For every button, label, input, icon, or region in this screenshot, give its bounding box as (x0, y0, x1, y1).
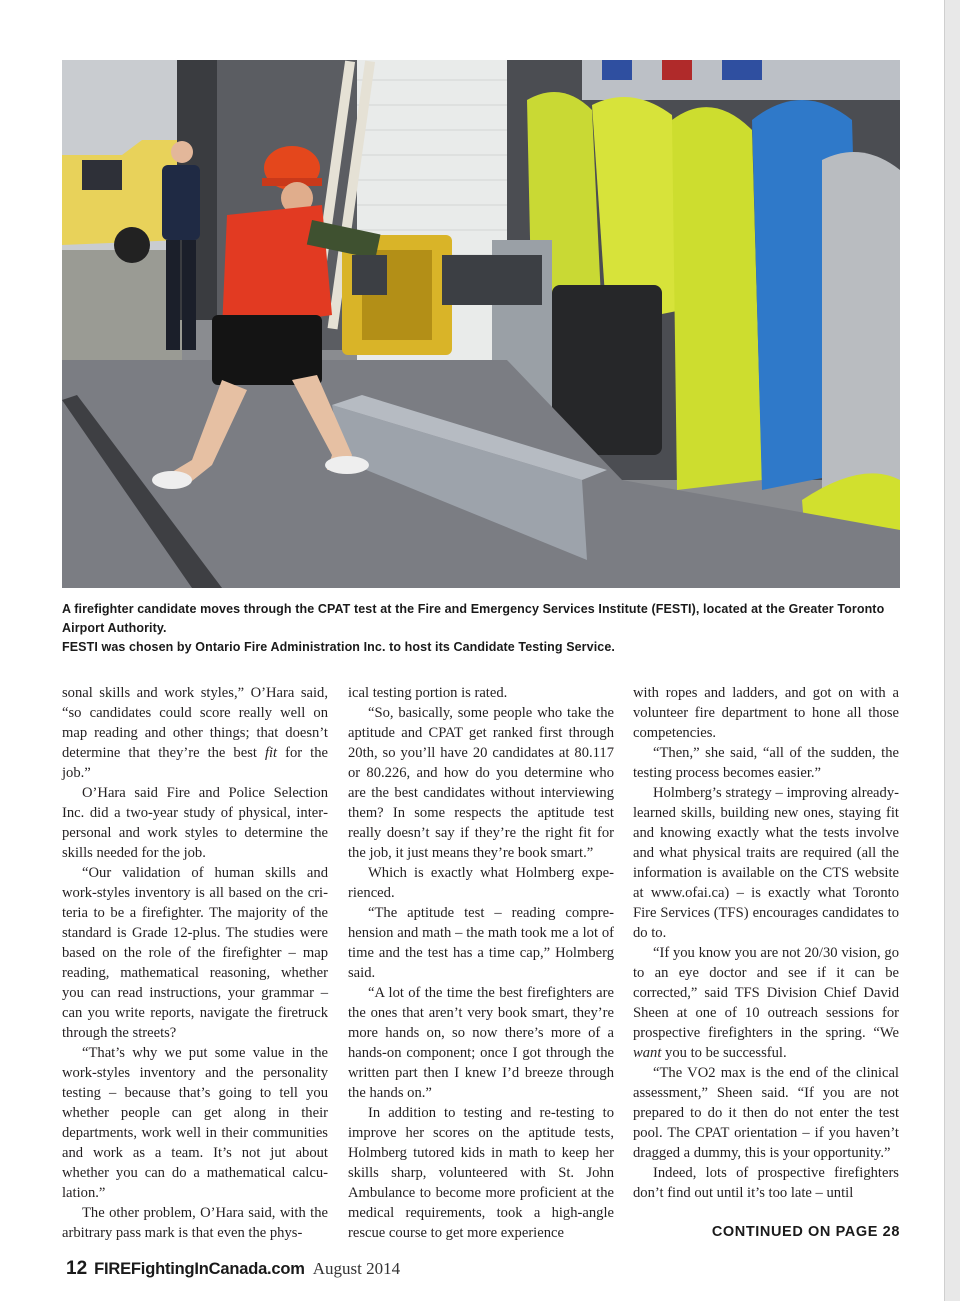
caption-line-2: FESTI was chosen by Ontario Fire Administration Inc. to host its Candidate Testing Service. (62, 640, 615, 654)
paragraph (633, 943, 899, 1063)
article-column-3 (633, 683, 899, 1203)
issue-date: August 2014 (312, 1259, 401, 1278)
firefighter-photo (62, 60, 900, 588)
paragraph: The other problem, O’Hara said, with the arbitrary pass mark is that even the phys- (62, 1205, 328, 1241)
page-footer (66, 1258, 400, 1284)
text-run: “If you know you are not 20/30 vision, go to an eye doctor and see if it can be corrected,” said TFS Division Chief David Sheen at one of 10 outreach sessions for prospective firefighters in the spring. “We (633, 945, 899, 1041)
paragraph: Indeed, lots of prospective firefighters don’t find out until it’s too late – until (633, 1165, 899, 1201)
paragraph: “The aptitude test – reading comprehension and math – the math took me a lot of time and the test has a time cap,” Holmberg said. (348, 905, 614, 981)
emphasis: fit (264, 745, 278, 761)
paragraph: ical testing portion is rated. (348, 685, 508, 701)
publication-site: FIREFightingInCanada.com (94, 1260, 305, 1278)
paragraph: “The VO2 max is the end of the clinical assessment,” Sheen said. “If you are not prepared to do it then do not enter the test pool. The CPAT orientation – if you haven’t dragged a dummy, this is your opportunity.” (633, 1065, 899, 1161)
article-column-1 (62, 683, 328, 1243)
emphasis: want (633, 1045, 662, 1061)
paragraph: “A lot of the time the best firefighters are the ones that aren’t very book smart, they’re more hands on, so now there’s more of a hands-on component; once I got through the written part then I knew I’d breeze through the hands on.” (348, 985, 614, 1101)
paragraph: “Then,” she said, “all of the sudden, the testing process becomes easier.” (633, 745, 899, 781)
continued-on-page-link[interactable]: CONTINUED ON PAGE 28 (711, 1224, 900, 1240)
paragraph: Which is exactly what Holmberg experienced. (348, 865, 614, 901)
page-number: 12 (66, 1258, 88, 1279)
page-edge (944, 0, 960, 1301)
paragraph: “That’s why we put some value in the work-styles inventory and the personality testing – because that’s going to tell you whether people can get along in their departments, work well in their communities and work as a team. It’s not jut about whether you can do a mathematical calculation.” (62, 1045, 328, 1201)
text-run: for the job.” (62, 745, 328, 781)
photo-caption (62, 600, 902, 657)
paragraph: Holmberg’s strategy – improving already-learned skills, building new ones, staying fit and knowing exactly what the tests involve and what physical traits are required (all the information is available on the CTS website at www.ofai.ca) – is exactly what Toronto Fire Services (TFS) encourages candidates to do to. (633, 785, 899, 941)
paragraph (62, 683, 328, 783)
paragraph: “So, basically, some people who take the aptitude and CPAT get ranked first through 20th, so you’ll have 20 candidates at 80.117 or 80.226, and how do you determine who are the best candidates without interviewing them? In some respects the aptitude test really doesn’t say if they’re the right fit for the job, it just means they’re book smart.” (348, 705, 614, 861)
text-run: you to be successful. (661, 1045, 787, 1061)
paragraph: O’Hara said Fire and Police Selection Inc. did a two-year study of physical, interpersonal and work styles to determine the skills needed for the job. (62, 785, 328, 861)
paragraph: In addition to testing and re-testing to improve her scores on the aptitude tests, Holmberg tutored kids in math to keep her skills sharp, volunteered with St. John Ambulance to become more proficient at the medical requirements, took a high-angle rescue course to get more experience (348, 1105, 614, 1241)
paragraph: with ropes and ladders, and got on with a volunteer fire department to hone all those competencies. (633, 685, 899, 741)
article-column-2 (348, 683, 614, 1243)
text-run: sonal skills and work styles,” O’Hara said, “so candidates could score really well on map reading and other things; that doesn’t determine that they’re the best (62, 685, 328, 761)
paragraph: “Our validation of human skills and work-styles inventory is all based on the criteria to be a firefighter. The majority of the standard is Grade 12-plus. The studies were based on the role of the firefighter – map reading, mathematical reasoning, whether you can read instructions, your grammar – can you write reports, navigate the firetruck through the streets? (62, 865, 328, 1041)
caption-line-1: A firefighter candidate moves through the CPAT test at the Fire and Emergency Services Institute (FESTI), located at the Greater Toronto Airport Authority. (62, 602, 885, 635)
